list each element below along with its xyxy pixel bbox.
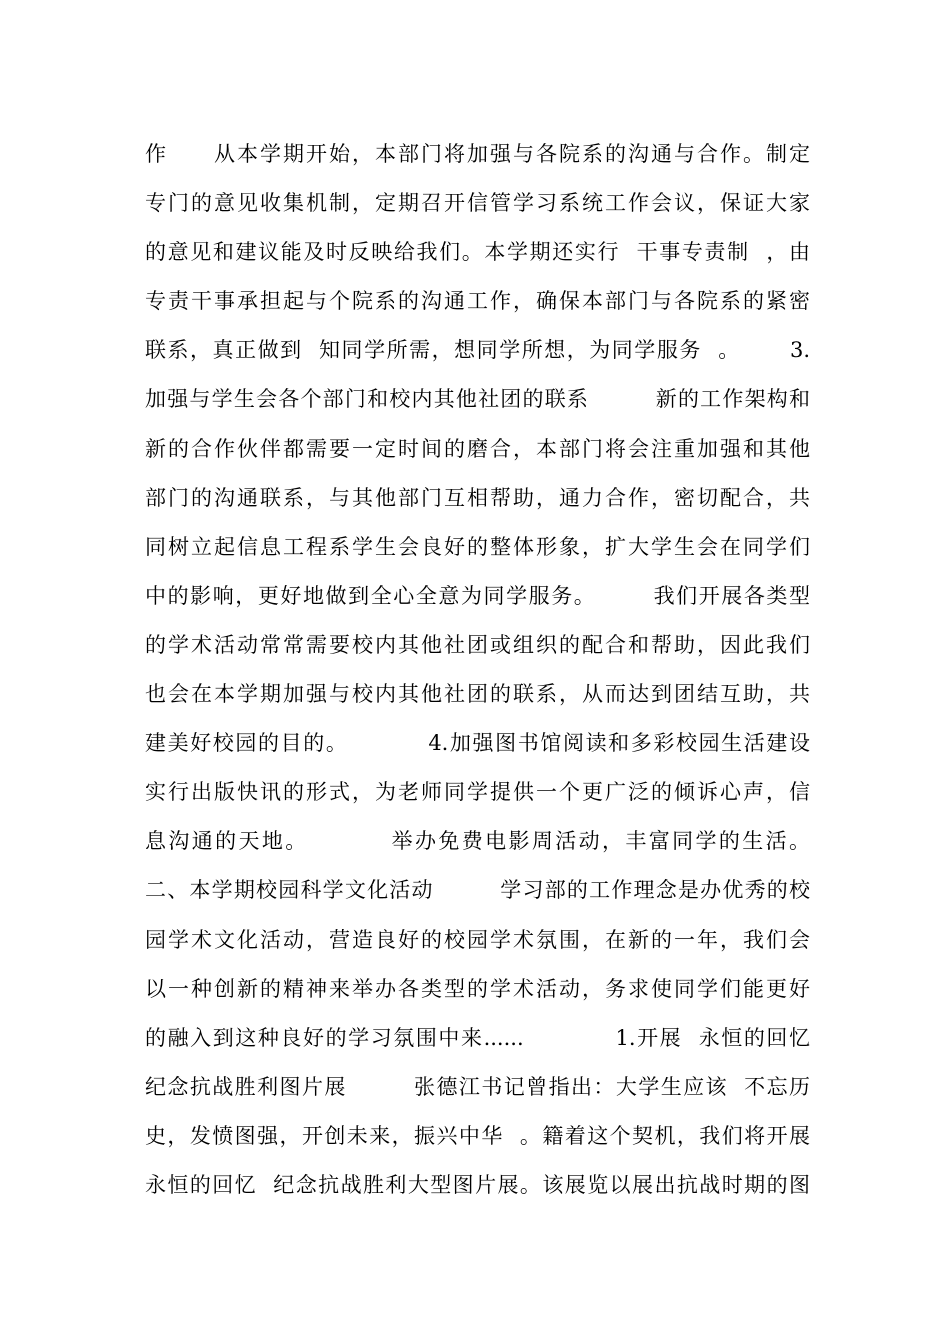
text-line: 部门的沟通联系，与其他部门互相帮助，通力合作，密切配合，共: [145, 485, 810, 510]
text-line: 纪念抗战胜利图片展 张德江书记曾指出：大学生应该 不忘历: [145, 1074, 810, 1099]
text-line: 联系，真正做到 知同学所需，想同学所想，为同学服务 。 3.: [145, 338, 810, 363]
text-line: 史，发愤图强，开创未来，振兴中华 。籍着这个契机，我们将开展: [145, 1123, 810, 1148]
text-line: 中的影响，更好地做到全心全意为同学服务。 我们开展各类型: [145, 583, 810, 608]
text-line: 加强与学生会各个部门和校内其他社团的联系 新的工作架构和: [145, 387, 810, 412]
text-line: 专责干事承担起与个院系的沟通工作，确保本部门与各院系的紧密: [145, 289, 810, 314]
text-line: 的意见和建议能及时反映给我们。本学期还实行 干事专责制 ，由: [145, 240, 810, 265]
text-line: 永恒的回忆 纪念抗战胜利大型图片展。该展览以展出抗战时期的图: [145, 1172, 810, 1197]
text-line: 二、本学期校园科学文化活动 学习部的工作理念是办优秀的校: [145, 878, 810, 903]
text-line: 实行出版快讯的形式，为老师同学提供一个更广泛的倾诉心声，信: [145, 780, 810, 805]
text-line: 同树立起信息工程系学生会良好的整体形象，扩大学生会在同学们: [145, 534, 810, 559]
text-line: 以一种创新的精神来举办各类型的学术活动，务求使同学们能更好: [145, 976, 810, 1001]
body-text: [145, 130, 810, 1210]
text-line: 专门的意见收集机制，定期召开信管学习系统工作会议，保证大家: [145, 191, 810, 216]
text-line: 的学术活动常常需要校内其他社团或组织的配合和帮助，因此我们: [145, 632, 810, 657]
text-line: 的融入到这种良好的学习氛围中来...... 1.开展 永恒的回忆: [145, 1025, 810, 1050]
text-line: 建美好校园的目的。 4.加强图书馆阅读和多彩校园生活建设: [145, 731, 810, 756]
text-line: 园学术文化活动，营造良好的校园学术氛围，在新的一年，我们会: [145, 927, 810, 952]
text-line: 作 从本学期开始，本部门将加强与各院系的沟通与合作。制定: [145, 142, 810, 166]
text-line: 息沟通的天地。 举办免费电影周活动，丰富同学的生活。: [145, 829, 810, 854]
text-line: 也会在本学期加强与校内其他社团的联系，从而达到团结互助，共: [145, 682, 810, 707]
text-line: 新的合作伙伴都需要一定时间的磨合，本部门将会注重加强和其他: [145, 436, 810, 461]
